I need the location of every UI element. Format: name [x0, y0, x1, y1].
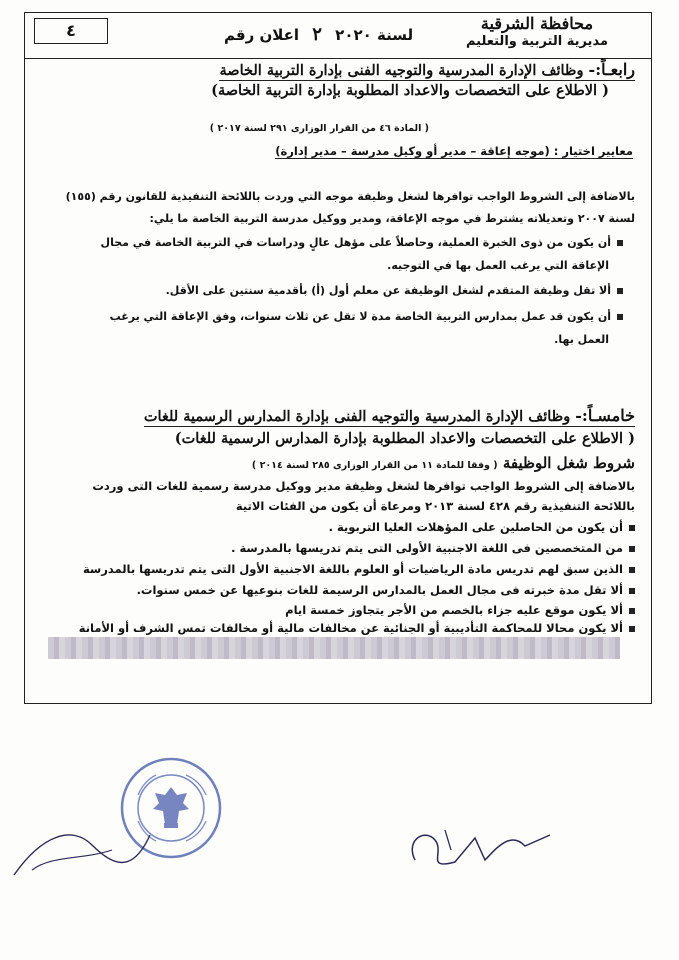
- section5-bullet-4: [137, 582, 635, 599]
- bullet-text: أن يكون من الحاصلين على المؤهلات العليا التربوية .: [328, 520, 623, 534]
- section5-intro-line2: باللائحة التنفيذية رقم ٤٢٨ لسنة ٢٠١٣ ومرعاة أن يكون من الفئات الاتية: [235, 499, 635, 513]
- section4-title: [219, 60, 635, 81]
- section5-bullet-1: [329, 519, 635, 536]
- bullet-icon: [617, 240, 623, 246]
- section4-bullet-1-cont: الإعاقة التي يرغب العمل بها في التوجيه.: [387, 259, 609, 272]
- section4-intro-line1: بالاضافة إلى الشروط الواجب توافرها لشغل وظيفة موجه التي وردت باللائحة التنفيذية للقانون رقم (١٥٥): [65, 190, 635, 203]
- bullet-icon: [629, 525, 635, 531]
- section4-decree-ref: ( المادة ٤٦ من القرار الوزارى ٢٩١ لسنة ٢٠١٧ ): [209, 123, 429, 134]
- bullet-text: أن يكون قد عمل بمدارس التربية الخاصة مدة لا تقل عن ثلاث سنوات، وفق الإعاقة التي يرغب: [109, 310, 611, 323]
- bullet-icon: [629, 588, 635, 594]
- section5-bullet-2: [231, 540, 635, 557]
- section5-title-text: وظائف الإدارة المدرسية والتوجيه الفنى بإدارة المدارس الرسمية للغات: [143, 408, 571, 425]
- issuer-block: [452, 14, 622, 50]
- section4-bullet-3-cont: العمل بها.: [554, 333, 609, 346]
- selection-criteria: معايير اختيار : (موجه إعاقة – مدير أو وكيل مدرسة – مدير إدارة): [275, 144, 633, 158]
- section5-lead: خامسـاً:-: [575, 406, 635, 425]
- section5-bullet-5: [285, 602, 635, 619]
- section4-lead: رابعـاً:-: [588, 60, 635, 79]
- section5-title: [144, 406, 635, 427]
- section4-bullet-1: [101, 234, 623, 252]
- bullet-icon: [629, 546, 635, 552]
- conditions-ref: ( وفقا للمادة ١١ من القرار الوزارى ٢٨٥ لسنة ٢٠١٤ ): [251, 460, 498, 471]
- conditions-title: شروط شغل الوظيفة: [502, 454, 635, 472]
- section4-bullet-3: [110, 308, 623, 326]
- governorate-name: محافظة الشرقية: [480, 14, 594, 33]
- bullet-icon: [617, 314, 623, 320]
- bullet-text: أن يكون من ذوى الخبرة العملية، وحاصلاً على مؤهل عالٍ ودراسات في التربية الخاصة في مجال: [100, 236, 611, 249]
- redacted-region: [48, 637, 620, 659]
- section4-subtitle: ( الاطلاع على التخصصات والاعداد المطلوبة بإدارة التربية الخاصة): [211, 82, 609, 99]
- bullet-icon: [617, 288, 623, 294]
- bullet-icon: [629, 567, 635, 573]
- bullet-icon: [629, 608, 635, 614]
- section4-intro-line2: لسنة ٢٠٠٧ وتعديلاته يشترط في موجه الإعاقة، ومدير ووكيل مدرسة التربية الخاصة ما يلي:: [149, 212, 635, 225]
- announcement-label: اعلان رقم: [224, 26, 300, 44]
- announcement-number: ٢: [312, 24, 322, 45]
- bullet-text: ألا يكون محالا للمحاكمة التأديبية أو الجنائية عن مخالفات مالية أو مخالفات تمس الشرف أو الأمانة: [78, 621, 623, 635]
- bullet-text: ألا تقل وظيفة المتقدم لشغل الوظيفة عن معلم أول (أ) بأقدمية سنتين على الأقل.: [165, 284, 611, 297]
- page-number: ٤: [34, 18, 108, 44]
- bullet-text: ألا يكون موقع عليه جزاء بالخصم من الأجر يتجاوز خمسة ايام: [285, 603, 623, 617]
- announcement-line: [224, 24, 413, 45]
- section5-bullet-6: [79, 620, 635, 637]
- bullet-text: من المتخصصين فى اللغة الاجنبية الأولى التى يتم تدريسها بالمدرسة .: [231, 541, 623, 555]
- section5-intro-line1: بالاضافة إلى الشروط الواجب توافرها لشغل وظيفة مدير ووكيل مدرسة رسمية للغات التى وردت: [92, 479, 635, 493]
- section5-subtitle: ( الاطلاع على التخصصات والاعداد المطلوبة بإدارة المدارس الرسمية للغات): [174, 430, 635, 447]
- document-header: [24, 12, 652, 59]
- bullet-text: الذين سبق لهم تدريس مادة الرياضيات أو العلوم باللغة الاجنبية الأول التى يتم تدريسها بالمدرسة: [82, 562, 623, 576]
- section5-bullet-3: [83, 561, 635, 578]
- signature-icon: [12, 815, 152, 885]
- section5-conditions-heading: [252, 454, 635, 472]
- signature-icon: [395, 820, 555, 880]
- page-frame: [24, 12, 652, 704]
- section4-bullet-2: [166, 282, 623, 300]
- directorate-name: مديرية التربية والتعليم: [465, 34, 609, 49]
- year-label: لسنة ٢٠٢٠: [335, 26, 414, 44]
- bullet-text: ألا تقل مدة خبرته فى مجال العمل بالمدارس الرسيمة للغات بنوعيها عن خمس سنوات.: [136, 583, 623, 597]
- section4-title-text: وظائف الإدارة المدرسية والتوجيه الفنى بإدارة التربية الخاصة: [219, 62, 584, 79]
- bullet-icon: [629, 626, 635, 632]
